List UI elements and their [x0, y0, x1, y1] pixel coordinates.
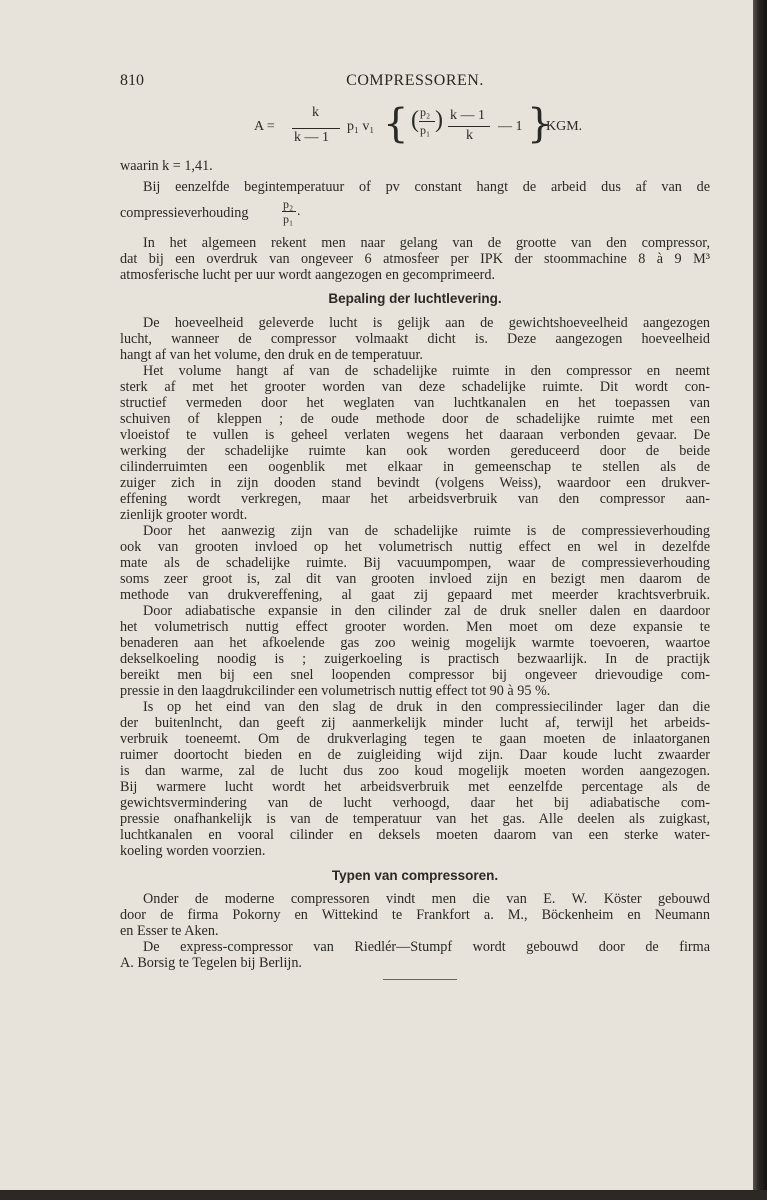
text-line: In het algemeen rekent men naar gelang van de grootte van den compressor,: [143, 235, 710, 251]
text-line: zienlijk grooter wordt.: [120, 507, 248, 523]
text-span: compressieverhouding: [120, 205, 249, 221]
formula-p1v1: p₁ v₁: [347, 119, 375, 134]
text-line: Bij eenzelfde begintemperatuur of pv constant hangt de arbeid dus af van de: [143, 179, 710, 195]
text-line: waarin k = 1,41.: [120, 158, 213, 174]
formula-lhs: A =: [254, 119, 275, 134]
text-line: A. Borsig te Tegelen bij Berlijn.: [120, 955, 302, 971]
text-line: Door adiabatische expansie in den cilinder zal de druk sneller dalen en daardoor: [143, 603, 710, 619]
text-line: het volumetrisch nuttig effect grooter worden. Men moet om deze expansie te: [120, 619, 710, 635]
text-line: Bij warmere lucht wordt het arbeidsverbruik met eenzelfde percentage als de: [120, 779, 710, 795]
running-title: COMPRESSOREN.: [346, 72, 484, 89]
text-line-with-fraction: [120, 205, 710, 221]
formula-p2: p₂: [420, 105, 431, 119]
formula-unit: KGM.: [546, 119, 583, 134]
text-line: ook van grooten invloed op het volumetrisch nuttig effect en wel in dezelfde: [120, 539, 710, 555]
formula-exponent-denominator: k: [466, 128, 473, 143]
text-line: en Esser te Aken.: [120, 923, 219, 939]
text-line: is dan warme, zal de lucht dus zoo koud mogelijk moeten worden aangezogen.: [120, 763, 710, 779]
section-heading: Typen van compressoren.: [331, 868, 499, 883]
fraction-numerator: p₂: [283, 197, 294, 211]
formula-right-brace: }: [527, 101, 553, 147]
formula-minus-one: — 1: [498, 119, 523, 134]
text-line: dat bij een overdruk van ongeveer 6 atmosfeer per IPK der stoommachine 8 à 9 M³: [120, 251, 710, 267]
text-line: pressie onafhankelijk is van de temperatuur van het gas. Alle deelen als zuigkast,: [120, 811, 710, 827]
text-line: zuiger zich in zijn dooden stand bevindt (volgens Weiss), waardoor een drukver-: [120, 475, 710, 491]
formula-ratio-bar: [419, 121, 435, 122]
formula-exponent-bar: [448, 126, 490, 127]
formula-k-numerator: k: [312, 105, 319, 120]
text-line: hangt af van het volume, den druk en de temperatuur.: [120, 347, 423, 363]
formula-exponent-numerator: k — 1: [450, 108, 485, 123]
text-line: Onder de moderne compressoren vindt men die van E. W. Köster gebouwd: [143, 891, 710, 907]
text-line: koeling worden voorzien.: [120, 843, 266, 859]
text-line: luchtkanalen en vooral cilinder en deksels moeten daarom van een sterke water-: [120, 827, 710, 843]
page-header: [120, 72, 710, 94]
text-line: werking der schadelijke ruimte kan ook worden gereduceerd door de beide: [120, 443, 710, 459]
text-line: De express-compressor van Riedlér—Stumpf wordt gebouwd door de firma: [143, 939, 710, 955]
text-line: structief vermeden door het weglaten van luchtkanalen en het toepassen van: [120, 395, 710, 411]
text-line: Het volume hangt af van de schadelijke ruimte in den compressor en neemt: [143, 363, 710, 379]
work-formula: [254, 101, 614, 150]
text-line: Is op het eind van den slag de druk in den compressiecilinder lager dan die: [143, 699, 710, 715]
text-line: Door het aanwezig zijn van de schadelijke ruimte is de compressieverhouding: [143, 523, 710, 539]
page-bottom-edge: [0, 1190, 767, 1200]
text-line: benaderen aan het afkoelende gas zoo weinig mogelijk warmte toevoeren, waartoe: [120, 635, 710, 651]
formula-fraction-bar: [292, 128, 340, 129]
section-heading: Bepaling der luchtlevering.: [328, 291, 502, 306]
formula-p1: p₁: [420, 123, 431, 137]
formula-right-paren: ): [435, 107, 443, 133]
text-line: schuiven of kleppen ; de oude methode door de schadelijke ruimte met een: [120, 411, 710, 427]
formula-left-brace: {: [383, 101, 409, 147]
closing-rule: [383, 979, 457, 980]
text-line: gewichtsvermindering van de lucht verhoogd, daar het bij adiabatische com-: [120, 795, 710, 811]
text-line: verbruik toeneemt. Om de drukverlaging tegen te gaan moeten de inlaatorganen: [120, 731, 710, 747]
text-line: mate als de schadelijke ruimte. Bij vacuumpompen, waar de compressieverhouding: [120, 555, 710, 571]
text-line: pressie in den laagdrukcilinder een volumetrisch nuttig effect tot 90 à 95 %.: [120, 683, 551, 699]
text-line: soms zeer groot is, zal dit van grooten invloed zijn en bezigt men daarom de: [120, 571, 710, 587]
fraction-denominator: p₁: [283, 212, 294, 226]
text-line: door de firma Pokorny en Wittekind te Frankfort a. M., Böckenheim en Neumann: [120, 907, 710, 923]
text-line: effening wordt verkregen, maar het arbeidsverbruik van den compressor aan-: [120, 491, 710, 507]
text-line: dekselkoeling noodig is ; zuigerkoeling is practisch bezwaarlijk. In de practijk: [120, 651, 710, 667]
text-line: sterk af met het grooter worden van deze schadelijke ruimte. Dit wordt con-: [120, 379, 710, 395]
formula-k-denominator: k — 1: [294, 130, 329, 145]
text-line: bereikt men bij een snel loopenden compressor bij ongeveer drievoudige com-: [120, 667, 710, 683]
text-line: methode van drukvereffening, al gaat zij gepaard met meerder krachtsverbruik.: [120, 587, 710, 603]
text-line: cilinderruimten een oogenblik met elkaar in gemeenschap te stellen als de: [120, 459, 710, 475]
page-edge-shadow: [753, 0, 767, 1200]
text-line: De hoeveelheid geleverde lucht is gelijk aan de gewichtshoeveelheid aangezogen: [143, 315, 710, 331]
text-line: vloeistof te vullen is geheel verlaten wegens het daaraan verbonden gevaar. De: [120, 427, 710, 443]
text-line: ruimer doortocht bieden en de zuigleiding wijd zijn. Daar koude lucht zwaarder: [120, 747, 710, 763]
page-number: 810: [120, 72, 144, 89]
text-line: atmosferische lucht per uur wordt aangezogen en gecomprimeerd.: [120, 267, 496, 283]
text-line: der buitenlncht, dan geeft zij aanmerkelijk minder lucht af, terwijl het arbeids-: [120, 715, 710, 731]
formula-left-paren: (: [411, 107, 419, 133]
text-line: lucht, wanneer de compressor volmaakt dicht is. Deze aangezogen hoeveelheid: [120, 331, 710, 347]
fraction-period: .: [297, 204, 301, 219]
